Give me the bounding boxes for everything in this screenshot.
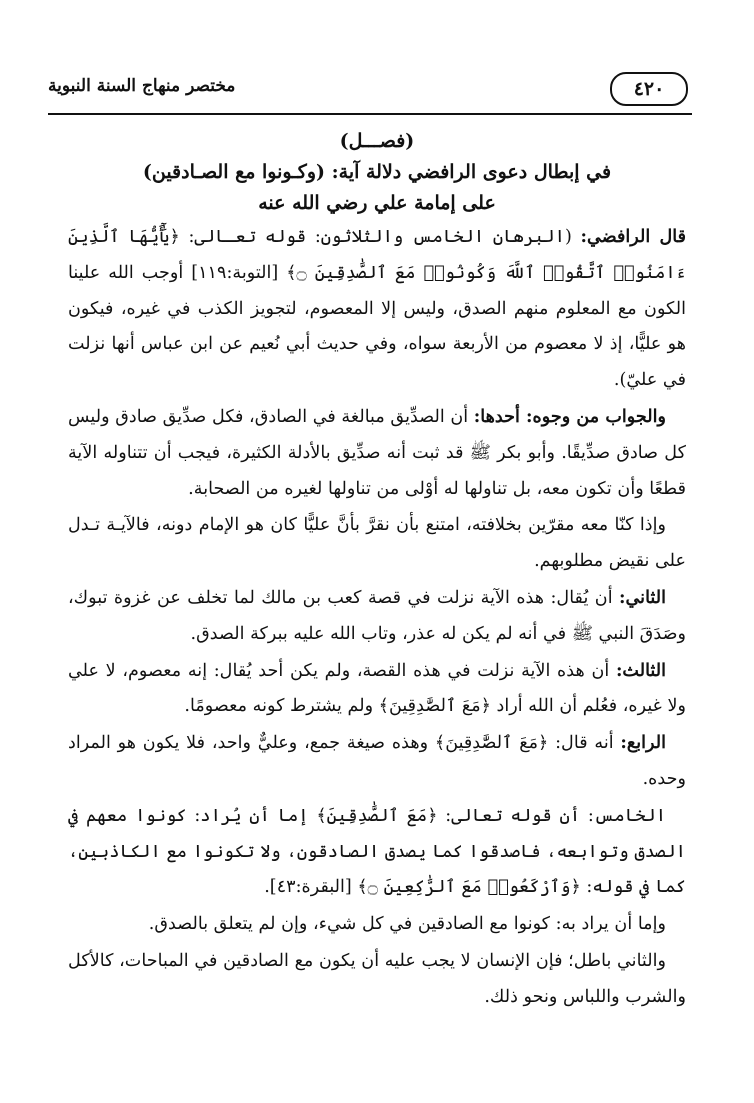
paragraph-lead: الثاني: [619,586,666,608]
paragraph [68,725,686,798]
book-title: مختصر منهاج السنة النبوية [48,76,236,96]
paragraph-text: وإما أن يراد به: كونوا مع الصادقين في كل شيء، وإن لم يتعلق بالصدق. [148,914,666,935]
paragraph [68,399,686,507]
header-divider [48,113,692,115]
page-header [48,70,688,110]
paragraph [68,798,686,906]
paragraph-lead: قال الرافضي: [580,226,686,247]
paragraph-text: أن الصدِّيق مبالغة في الصادق، فكل صدِّيق صادق وليس كل صادق صدِّيقًا. وأبو بكر ﷺ قد ثبت أنه صدِّيق بالأدلة الكثيرة، فيجب أن تتناوله الآية قطعًا وأن تكون معه، بل تناولها له أوْلى من تناولها لغيره من الصحابة. [68,406,686,499]
paragraph [68,906,686,943]
paragraph-text: وإذا كنّا معه مقرّين بخلافته، امتنع بأن نقرَّ بأنَّ عليًّا كان هو الإمام دونه، فالآيـة تـدل على نقيض مطلوبهم. [68,515,686,572]
paragraph-lead: الرابع: [620,732,666,754]
paragraph [68,580,686,653]
paragraph-lead: والجواب من وجوه: أحدها: [473,405,666,427]
page-body [68,122,686,1016]
page-number: ٤٢٠ [610,72,688,106]
paragraph [68,507,686,580]
paragraph [68,943,686,1016]
paragraph-text: والثاني باطل؛ فإن الإنسان لا يجب عليه أن يكون مع الصادقين في المباحات، كالأكل والشرب واللباس ونحو ذلك. [68,950,686,1007]
paragraph [68,219,686,399]
paragraph [68,653,686,726]
section-subheading: في إبطال دعوى الرافضي دلالة آية: (وكـونوا مع الصـادقين) [142,161,612,183]
paragraph-lead: الثالث: [615,659,666,681]
section-subheading-2: على إمامة علي رضي الله عنه [258,192,496,214]
paragraph-text: الخامس: أن قوله تعالى: ﴿مَعَ ٱلصَّٰدِقِينَ﴾ إما أن يُراد: كونوا معهم في الصدق وتوابعه، فاصدقوا كما يصدق الصادقون، ولا تكونوا مع الكاذبين، كما في قوله: ﴿وَٱرْكَعُوا۟ مَعَ ٱلرَّٰكِعِينَ ۝﴾ [البقرة:٤٣]. [68,805,686,898]
paragraph-text: أن يُقال: هذه الآية نزلت في قصة كعب بن مالك لما تخلف عن غزوة تبوك، وصَدَقَ النبي ﷺ في أنه لم يكن له عذر، وتاب الله عليه ببركة الصدق. [68,587,686,644]
paragraph-text: أن هذه الآية نزلت في هذه القصة، ولم يكن أحد يُقال: إنه معصوم، لا علي ولا غيره، فعُلم أن الله أراد ﴿مَعَ ٱلصَّٰدِقِينَ﴾ ولم يشترط كونه معصومًا. [68,660,686,717]
section-heading: (فصـــل) [339,130,415,152]
paragraph-text: أنه قال: ﴿مَعَ ٱلصَّٰدِقِينَ﴾ وهذه صيغة جمع، وعليٌّ واحد، فلا يكون هو المراد وحده. [68,733,686,789]
paragraph-text: (البرهان الخامس والثلاثون: قوله تعـالى: ﴿يَٰٓأَيُّهَا ٱلَّذِينَ ءَامَنُوا۟ ٱتَّقُوا۟ ٱللَّهَ وَكُونُوا۟ مَعَ ٱلصَّٰدِقِينَ ۝﴾ [التوبة:١١٩] أوجب الله علينا الكون مع المعلوم منهم الصدق، وليس إلا المعصوم، لتجويز الكذب في غيره، فيكون هو عليًّا، إذ لا معصوم من الأربعة سواه، وفي حديث أبي نُعيم عن ابن عباس أنها نزلت في عليّ). [68,227,686,391]
